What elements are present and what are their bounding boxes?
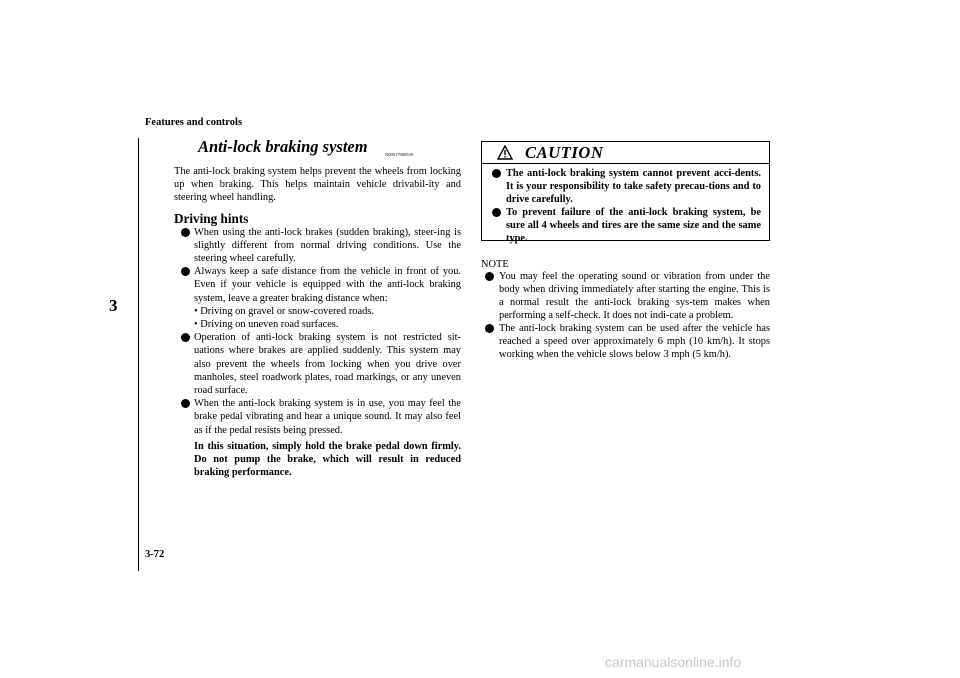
bullet-icon bbox=[492, 169, 501, 178]
caution-body bbox=[482, 165, 769, 245]
bullet-icon bbox=[485, 324, 494, 333]
note-list bbox=[481, 270, 770, 361]
bullet-icon bbox=[492, 208, 501, 217]
sub-item: • Driving on uneven road surfaces. bbox=[194, 319, 339, 331]
bullet-icon bbox=[485, 272, 494, 281]
bullet-icon bbox=[181, 228, 190, 237]
list-item: Always keep a safe distance from the vehicle in front of you. Even if your vehicle is equipped with the anti-lock braking system, leave a greater braking distance when: • Driving on gravel or snow-covered roads. • Driving on uneven road surfaces. bbox=[174, 265, 461, 331]
list-item: When the anti-lock braking system is in use, you may feel the brake pedal vibrating and hear a unique sound. It may also feel as if the pedal resists being pressed. In this situation, simply hold the brake pedal down firmly. Do not pump the brake, which will result in reduced braking performance. bbox=[174, 397, 461, 479]
warning-triangle-icon bbox=[497, 145, 513, 165]
caution-header bbox=[482, 142, 769, 164]
note-column bbox=[481, 270, 770, 361]
section-code: N00517900539 bbox=[385, 152, 413, 157]
section-title: Anti-lock braking system bbox=[198, 137, 368, 156]
sub-item: • Driving on gravel or snow-covered roads. bbox=[194, 305, 374, 317]
list-item: Operation of anti-lock braking system is not restricted sit-uations where brakes are applied suddenly. This system may also prevent the wheels from locking when you drive over manholes, steel roadwork plates, road markings, or any uneven road surface. bbox=[174, 331, 461, 397]
list-item: To prevent failure of the anti-lock braking system, be sure all 4 wheels and tires are the same size and the same type. bbox=[488, 206, 761, 245]
bullet-icon bbox=[181, 267, 190, 276]
caution-box bbox=[481, 141, 770, 244]
intro-paragraph: The anti-lock braking system helps prevent the wheels from locking up when braking. This helps maintain vehicle drivabil-ity and steering wheel handling. bbox=[174, 166, 461, 204]
bold-note: In this situation, simply hold the brake pedal down firmly. Do not pump the brake, which will result in reduced braking performance. bbox=[194, 440, 461, 479]
note-label: NOTE bbox=[481, 259, 509, 270]
driving-hints-list bbox=[174, 226, 461, 480]
caution-list bbox=[488, 167, 761, 245]
watermark: carmanualsonline.info bbox=[605, 654, 742, 670]
driving-hints-heading: Driving hints bbox=[174, 210, 249, 226]
caution-title: CAUTION bbox=[525, 143, 604, 162]
chapter-tab: 3 bbox=[109, 296, 118, 315]
list-item: The anti-lock braking system can be used after the vehicle has reached a speed over approximately 6 mph (10 km/h). It stops working when the vehicle slows below 3 mph (5 km/h). bbox=[481, 322, 770, 361]
bullet-icon bbox=[181, 399, 190, 408]
margin-rule bbox=[138, 138, 139, 571]
running-header: Features and controls bbox=[145, 117, 243, 128]
list-item: You may feel the operating sound or vibration from under the body when driving immediately after starting the engine. This is a normal result the anti-lock braking sys-tem makes when performing a self-check. It does not indi-cate a problem. bbox=[481, 270, 770, 322]
list-item: When using the anti-lock brakes (sudden braking), steer-ing is slightly different from normal driving conditions. Use the steering wheel carefully. bbox=[174, 226, 461, 266]
list-item: The anti-lock braking system cannot prevent acci-dents. It is your responsibility to take safety precau-tions and to drive carefully. bbox=[488, 167, 761, 206]
page-number: 3-72 bbox=[145, 549, 165, 560]
bullet-icon bbox=[181, 333, 190, 342]
left-column bbox=[174, 165, 461, 479]
